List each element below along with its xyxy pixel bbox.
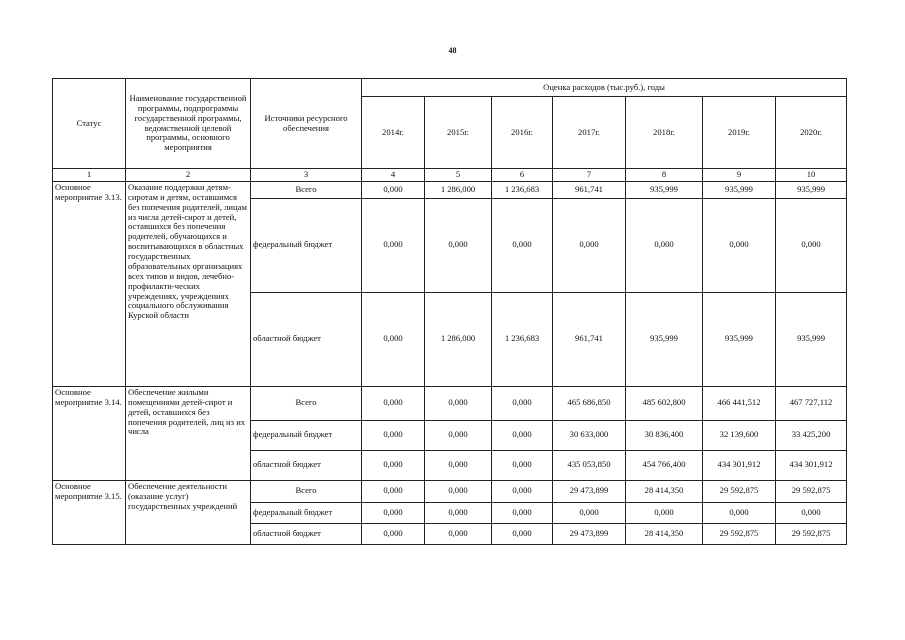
column-number: 7 xyxy=(553,169,626,182)
value-cell: 0,000 xyxy=(425,523,492,544)
value-cell: 434 301,912 xyxy=(703,450,776,480)
value-cell: 0,000 xyxy=(362,292,425,386)
value-cell: 465 686,850 xyxy=(553,386,626,420)
value-cell: 935,999 xyxy=(626,181,703,198)
column-number: 6 xyxy=(492,169,553,182)
value-cell: 0,000 xyxy=(492,480,553,502)
source-cell: Всего xyxy=(251,386,362,420)
value-cell: 0,000 xyxy=(626,198,703,292)
value-cell: 0,000 xyxy=(425,502,492,523)
value-cell: 0,000 xyxy=(362,502,425,523)
value-cell: 29 592,875 xyxy=(703,523,776,544)
value-cell: 30 836,400 xyxy=(626,420,703,450)
value-cell: 961,741 xyxy=(553,292,626,386)
column-number: 2 xyxy=(126,169,251,182)
header-year: 2014г. xyxy=(362,97,425,169)
activity-status: Основное мероприятие 3.14. xyxy=(53,386,126,480)
value-cell: 29 473,899 xyxy=(553,523,626,544)
activity-name: Оказание поддержки детям-сиротам и детям, оставшимся без попечения родителей, лицам из числа детей-сирот и детей, оставшихся без попечения родителей, обучающихся и воспитывающихся в областных государственных образовательных организациях всех типов и видов, лечебно-профилакти-ческих учреждениях, учреждениях социального обслуживания Курской области xyxy=(126,181,251,386)
value-cell: 0,000 xyxy=(776,502,847,523)
value-cell: 29 473,899 xyxy=(553,480,626,502)
value-cell: 935,999 xyxy=(703,181,776,198)
value-cell: 0,000 xyxy=(425,198,492,292)
source-cell: областной бюджет xyxy=(251,523,362,544)
value-cell: 1 286,000 xyxy=(425,181,492,198)
value-cell: 0,000 xyxy=(425,480,492,502)
value-cell: 434 301,912 xyxy=(776,450,847,480)
value-cell: 30 633,000 xyxy=(553,420,626,450)
value-cell: 0,000 xyxy=(425,386,492,420)
value-cell: 29 592,875 xyxy=(703,480,776,502)
value-cell: 0,000 xyxy=(362,386,425,420)
value-cell: 33 425,200 xyxy=(776,420,847,450)
activity-status: Основное мероприятие 3.13. xyxy=(53,181,126,386)
table-row xyxy=(53,181,847,198)
value-cell: 32 139,600 xyxy=(703,420,776,450)
activity-name: Обеспечение жилыми помещениями детей-сирот и детей, оставшихся без попечения родителей, лиц из их числа xyxy=(126,386,251,480)
value-cell: 0,000 xyxy=(425,450,492,480)
value-cell: 961,741 xyxy=(553,181,626,198)
value-cell: 1 236,683 xyxy=(492,292,553,386)
header-year: 2015г. xyxy=(425,97,492,169)
value-cell: 28 414,350 xyxy=(626,480,703,502)
value-cell: 1 286,000 xyxy=(425,292,492,386)
value-cell: 0,000 xyxy=(553,198,626,292)
column-number: 1 xyxy=(53,169,126,182)
value-cell: 0,000 xyxy=(362,181,425,198)
value-cell: 935,999 xyxy=(776,292,847,386)
value-cell: 0,000 xyxy=(492,502,553,523)
source-cell: Всего xyxy=(251,480,362,502)
column-number: 10 xyxy=(776,169,847,182)
source-cell: Всего xyxy=(251,181,362,198)
value-cell: 485 602,800 xyxy=(626,386,703,420)
value-cell: 0,000 xyxy=(362,480,425,502)
value-cell: 0,000 xyxy=(362,450,425,480)
value-cell: 0,000 xyxy=(492,198,553,292)
table-row xyxy=(53,386,847,420)
header-year: 2016г. xyxy=(492,97,553,169)
value-cell: 935,999 xyxy=(703,292,776,386)
activity-name: Обеспечение деятельности (оказание услуг) государственных учреждений xyxy=(126,480,251,544)
column-number-row xyxy=(53,169,847,182)
value-cell: 0,000 xyxy=(776,198,847,292)
value-cell: 935,999 xyxy=(776,181,847,198)
header-name: Наименование государственной программы, подпрограммы государственной программы, ведомственной целевой программы, основного мероприятия xyxy=(126,79,251,169)
column-number: 9 xyxy=(703,169,776,182)
value-cell: 0,000 xyxy=(553,502,626,523)
source-cell: федеральный бюджет xyxy=(251,420,362,450)
value-cell: 0,000 xyxy=(492,420,553,450)
value-cell: 29 592,875 xyxy=(776,480,847,502)
column-number: 8 xyxy=(626,169,703,182)
value-cell: 0,000 xyxy=(362,198,425,292)
value-cell: 0,000 xyxy=(362,420,425,450)
value-cell: 28 414,350 xyxy=(626,523,703,544)
value-cell: 0,000 xyxy=(492,450,553,480)
column-number: 5 xyxy=(425,169,492,182)
header-year: 2018г. xyxy=(626,97,703,169)
column-number: 3 xyxy=(251,169,362,182)
value-cell: 0,000 xyxy=(425,420,492,450)
value-cell: 0,000 xyxy=(492,386,553,420)
value-cell: 0,000 xyxy=(492,523,553,544)
value-cell: 435 053,850 xyxy=(553,450,626,480)
header-row-1 xyxy=(53,79,847,97)
expenditure-table xyxy=(52,78,847,545)
value-cell: 454 766,400 xyxy=(626,450,703,480)
value-cell: 29 592,875 xyxy=(776,523,847,544)
value-cell: 935,999 xyxy=(626,292,703,386)
header-year: 2017г. xyxy=(553,97,626,169)
header-source: Источники ресурсного обеспечения xyxy=(251,79,362,169)
value-cell: 467 727,112 xyxy=(776,386,847,420)
source-cell: федеральный бюджет xyxy=(251,198,362,292)
page-number: 48 xyxy=(448,46,457,55)
table-row xyxy=(53,480,847,502)
value-cell: 0,000 xyxy=(703,198,776,292)
column-number: 4 xyxy=(362,169,425,182)
value-cell: 466 441,512 xyxy=(703,386,776,420)
header-estimate: Оценка расходов (тыс.руб.), годы xyxy=(362,79,847,97)
header-year: 2019г. xyxy=(703,97,776,169)
header-status: Статус xyxy=(53,79,126,169)
source-cell: областной бюджет xyxy=(251,292,362,386)
value-cell: 0,000 xyxy=(703,502,776,523)
value-cell: 1 236,683 xyxy=(492,181,553,198)
value-cell: 0,000 xyxy=(362,523,425,544)
value-cell: 0,000 xyxy=(626,502,703,523)
activity-status: Основное мероприятие 3.15. xyxy=(53,480,126,544)
source-cell: федеральный бюджет xyxy=(251,502,362,523)
header-year: 2020г. xyxy=(776,97,847,169)
source-cell: областной бюджет xyxy=(251,450,362,480)
